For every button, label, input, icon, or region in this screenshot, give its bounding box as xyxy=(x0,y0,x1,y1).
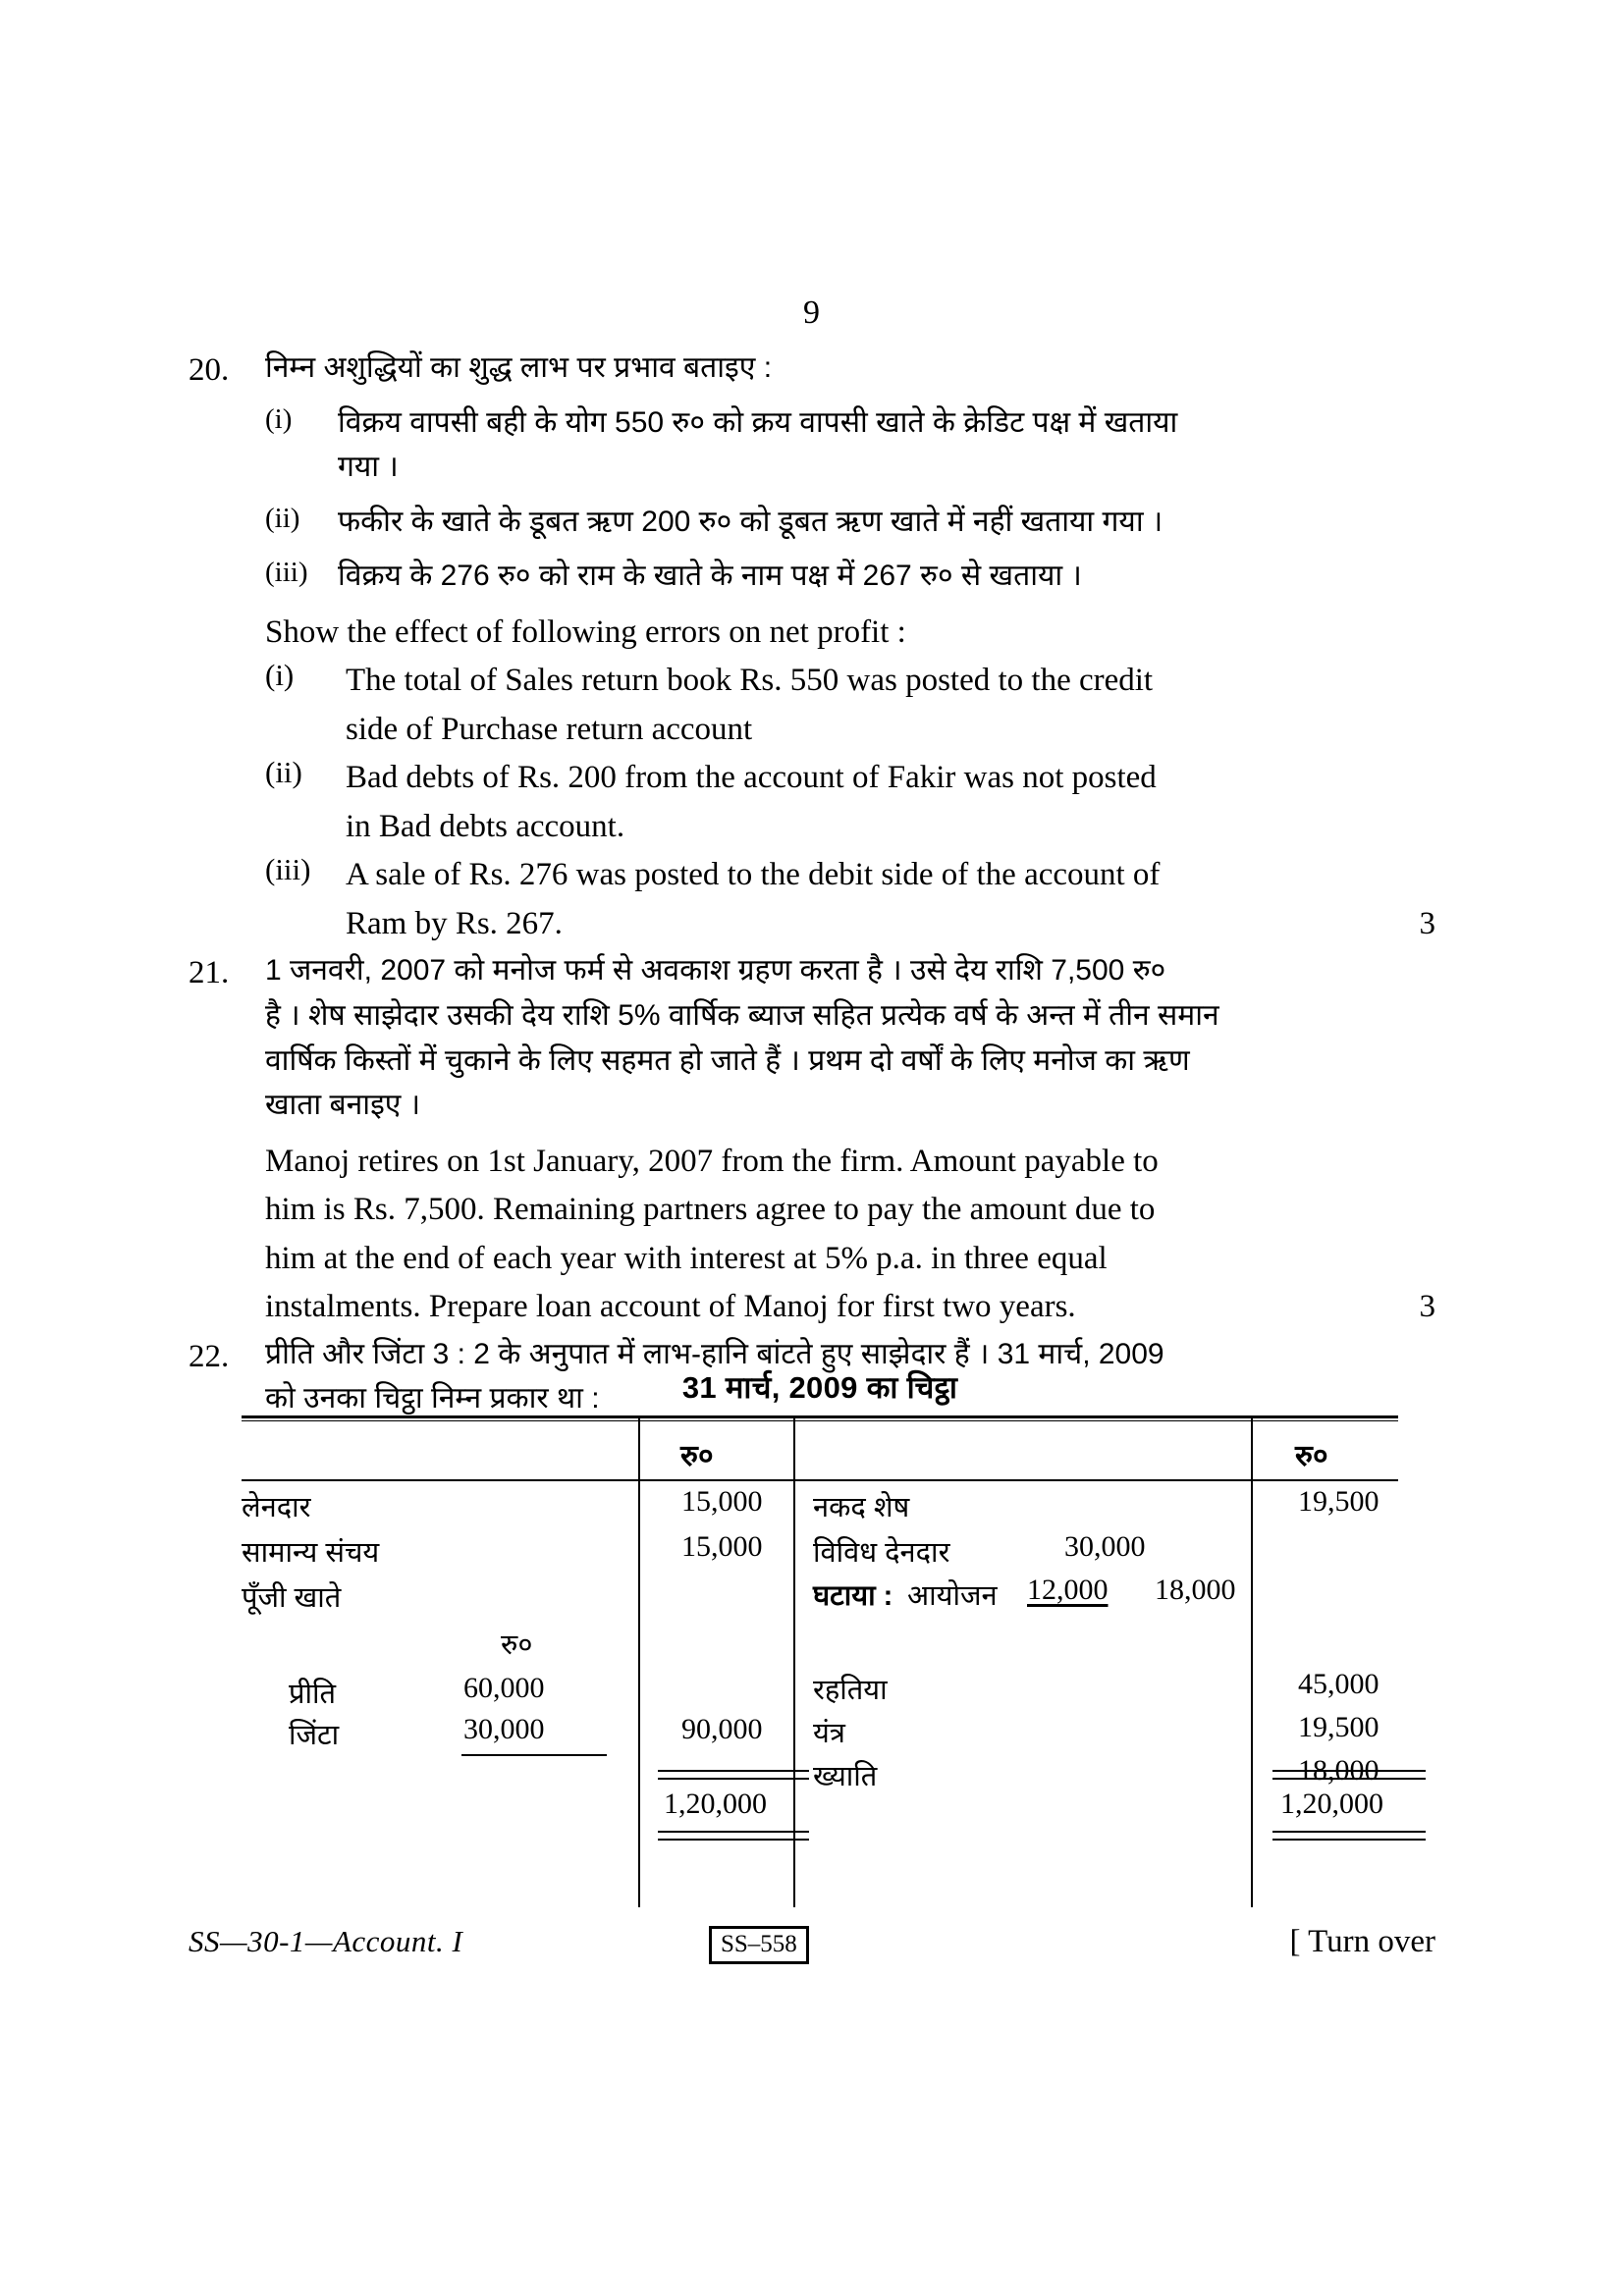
question-21-body xyxy=(265,948,1435,1331)
q20-hindi-item-1-text xyxy=(338,400,1435,490)
q20-hindi-item-3-line1: विक्रय के 276 रु० को राम के खाते के नाम पक्ष में 267 रु० से खताया । xyxy=(338,560,1082,593)
currency-header-left: रु० xyxy=(680,1440,714,1472)
capital-label-2: जिंटा xyxy=(289,1720,340,1751)
q20-hindi-item-2-marker: (ii) xyxy=(265,502,300,534)
q21-hindi-line-3: वार्षिक किस्तों में चुकाने के लिए सहमत हो जाते हैं । प्रथम दो वर्षों के लिए मनोज का ऋण xyxy=(265,1043,1190,1077)
right-total-top-rule xyxy=(1272,1770,1426,1780)
liability-label-1: लेनदार xyxy=(242,1492,311,1523)
q20-hindi-item-3-marker: (iii) xyxy=(265,557,308,589)
q20-hindi-item-1-line2: गया । xyxy=(338,451,399,484)
q20-hindi-item-1 xyxy=(265,400,1435,490)
spacer xyxy=(265,1128,1435,1138)
asset-label-1: नकद शेष xyxy=(813,1492,910,1523)
currency-header-right: रु० xyxy=(1295,1440,1328,1472)
asset-amount-4: 19,500 xyxy=(1298,1711,1380,1743)
q20-marks: 3 xyxy=(1419,905,1435,941)
deduction-amount: 12,000 xyxy=(1027,1574,1109,1606)
q21-english-line-3: him at the end of each year with interest at 5% p.a. in three equal xyxy=(265,1240,1108,1276)
q20-english-item-1-line1: The total of Sales return book Rs. 550 was posted to the credit xyxy=(346,663,1154,699)
inner-currency-label: रु० xyxy=(501,1629,533,1661)
q21-marks: 3 xyxy=(1419,1289,1435,1325)
right-total-amount: 1,20,000 xyxy=(1280,1788,1383,1820)
page-footer xyxy=(189,1924,1435,1979)
right-total-bottom-rule xyxy=(1272,1831,1426,1841)
q21-english-line-2: him is Rs. 7,500. Remaining partners agree to pay the amount due to xyxy=(265,1192,1156,1228)
question-20 xyxy=(189,346,1435,948)
q20-english-item-2-line2: in Bad debts account. xyxy=(346,808,625,844)
q21-hindi-line-1: 1 जनवरी, 2007 को मनोज फर्म से अवकाश ग्रहण करता है । उसे देय राशि 7,500 रु० xyxy=(265,954,1166,988)
q21-english-line-1: Manoj retires on 1st January, 2007 from the firm. Amount payable to xyxy=(265,1143,1159,1179)
capital-total-amount: 90,000 xyxy=(681,1713,763,1745)
q20-english-item-3 xyxy=(265,851,1435,948)
asset-amount-2: 18,000 xyxy=(1155,1574,1236,1606)
spacer xyxy=(265,391,1435,400)
q21-hindi-line-2: है । शेष साझेदार उसकी देय राशि 5% वार्षिक ब्याज सहित प्रत्येक वर्ष के अन्त में तीन समान xyxy=(265,999,1219,1033)
q20-english-item-1-marker: (i) xyxy=(265,658,295,693)
q20-hindi-item-3 xyxy=(265,554,1435,599)
asset-amount-3: 45,000 xyxy=(1298,1668,1380,1700)
q20-english-item-3-line2-text: Ram by Rs. 267. xyxy=(346,905,563,941)
footer-turn-over: [ Turn over xyxy=(1289,1924,1435,1959)
footer-serial-code: SS–558 xyxy=(709,1926,809,1964)
q20-english-item-2-line1: Bad debts of Rs. 200 from the account of Fakir was not posted xyxy=(346,760,1157,796)
liability-label-2: सामान्य संचय xyxy=(242,1537,380,1569)
balance-sheet-header-row xyxy=(242,1418,1398,1479)
q22-hindi-line-2: को उनका चिट्ठा निम्न प्रकार था : xyxy=(265,1382,600,1415)
question-20-body xyxy=(265,346,1435,948)
q20-hindi-item-2-line1: फकीर के खाते के डूबत ऋण 200 रु० को डूबत ऋण खाते में नहीं खताया गया । xyxy=(338,505,1163,538)
asset-label-2: विविध देनदार xyxy=(813,1537,950,1569)
left-total-amount: 1,20,000 xyxy=(664,1788,767,1820)
asset-amount-1: 19,500 xyxy=(1298,1485,1380,1518)
balance-sheet xyxy=(242,1366,1398,1850)
q20-hindi-item-2 xyxy=(265,500,1435,545)
left-total-bottom-rule xyxy=(658,1831,809,1841)
deduction-label: घटाया : xyxy=(813,1580,893,1612)
q20-hindi-item-3-text xyxy=(338,554,1435,599)
deduction-name: आयोजन xyxy=(907,1580,998,1612)
q20-hindi-stem: निम्न अशुद्धियों का शुद्ध लाभ पर प्रभाव बताइए : xyxy=(265,351,773,384)
spacer xyxy=(265,544,1435,554)
q20-english-item-3-line2 xyxy=(346,900,1435,949)
q21-hindi-line-4: खाता बनाइए । xyxy=(265,1089,421,1122)
page-number: 9 xyxy=(803,294,820,331)
q20-english-item-3-marker: (iii) xyxy=(265,852,311,887)
q20-english-item-3-line1: A sale of Rs. 276 was posted to the debit side of the account of xyxy=(346,857,1161,893)
q20-english-item-1-line2: side of Purchase return account xyxy=(346,711,753,747)
questions-column xyxy=(189,346,1435,1421)
liability-label-3: पूँजी खाते xyxy=(242,1582,342,1614)
q20-english-item-2 xyxy=(265,754,1435,851)
question-21-number: 21. xyxy=(189,955,230,991)
q21-english-line-4 xyxy=(265,1283,1435,1332)
asset-amount-5: 18,000 xyxy=(1298,1754,1380,1787)
q20-english-item-3-text xyxy=(346,851,1435,948)
capital-subtotal-rule xyxy=(461,1754,607,1756)
balance-sheet-body xyxy=(242,1479,1398,1844)
q20-english-item-1 xyxy=(265,657,1435,754)
q20-hindi-item-1-line1: विक्रय वापसी बही के योग 550 रु० को क्रय वापसी खाते के क्रेडिट पक्ष में खताया xyxy=(338,405,1178,439)
q21-english-line-4-text: instalments. Prepare loan account of Manoj for first two years. xyxy=(265,1289,1076,1325)
q20-hindi-item-2-text xyxy=(338,500,1435,545)
capital-label-1: प्रीति xyxy=(289,1679,337,1710)
spacer xyxy=(265,490,1435,500)
asset-label-5: ख्याति xyxy=(813,1761,878,1792)
asset-label-4: यंत्र xyxy=(813,1718,845,1749)
q20-hindi-item-1-marker: (i) xyxy=(265,402,293,435)
left-total-top-rule xyxy=(658,1770,809,1780)
liability-amount-2: 15,000 xyxy=(681,1530,763,1563)
q20-english-item-2-text xyxy=(346,754,1435,851)
q20-english-stem: Show the effect of following errors on net profit : xyxy=(265,614,906,650)
question-20-number: 20. xyxy=(189,352,230,388)
question-21 xyxy=(189,948,1435,1331)
capital-inner-1: 60,000 xyxy=(463,1672,545,1704)
question-22-number: 22. xyxy=(189,1338,230,1374)
asset-label-3: रहतिया xyxy=(813,1675,888,1706)
balance-sheet-title: 31 मार्च, 2009 का चिट्ठा xyxy=(681,1370,958,1405)
balance-sheet-table xyxy=(242,1415,1398,1850)
footer-paper-code: SS—30-1—Account. I xyxy=(189,1924,463,1958)
capital-inner-2: 30,000 xyxy=(463,1713,545,1745)
spacer xyxy=(265,599,1435,609)
asset-inner-2: 30,000 xyxy=(1064,1530,1146,1563)
q20-english-item-1-text xyxy=(346,657,1435,754)
liability-amount-1: 15,000 xyxy=(681,1485,763,1518)
q20-english-item-2-marker: (ii) xyxy=(265,755,302,790)
q22-hindi-line-1: प्रीति और जिंटा 3 : 2 के अनुपात में लाभ-हानि बांटते हुए साझेदार हैं । 31 मार्च, 2009 xyxy=(265,1337,1164,1370)
